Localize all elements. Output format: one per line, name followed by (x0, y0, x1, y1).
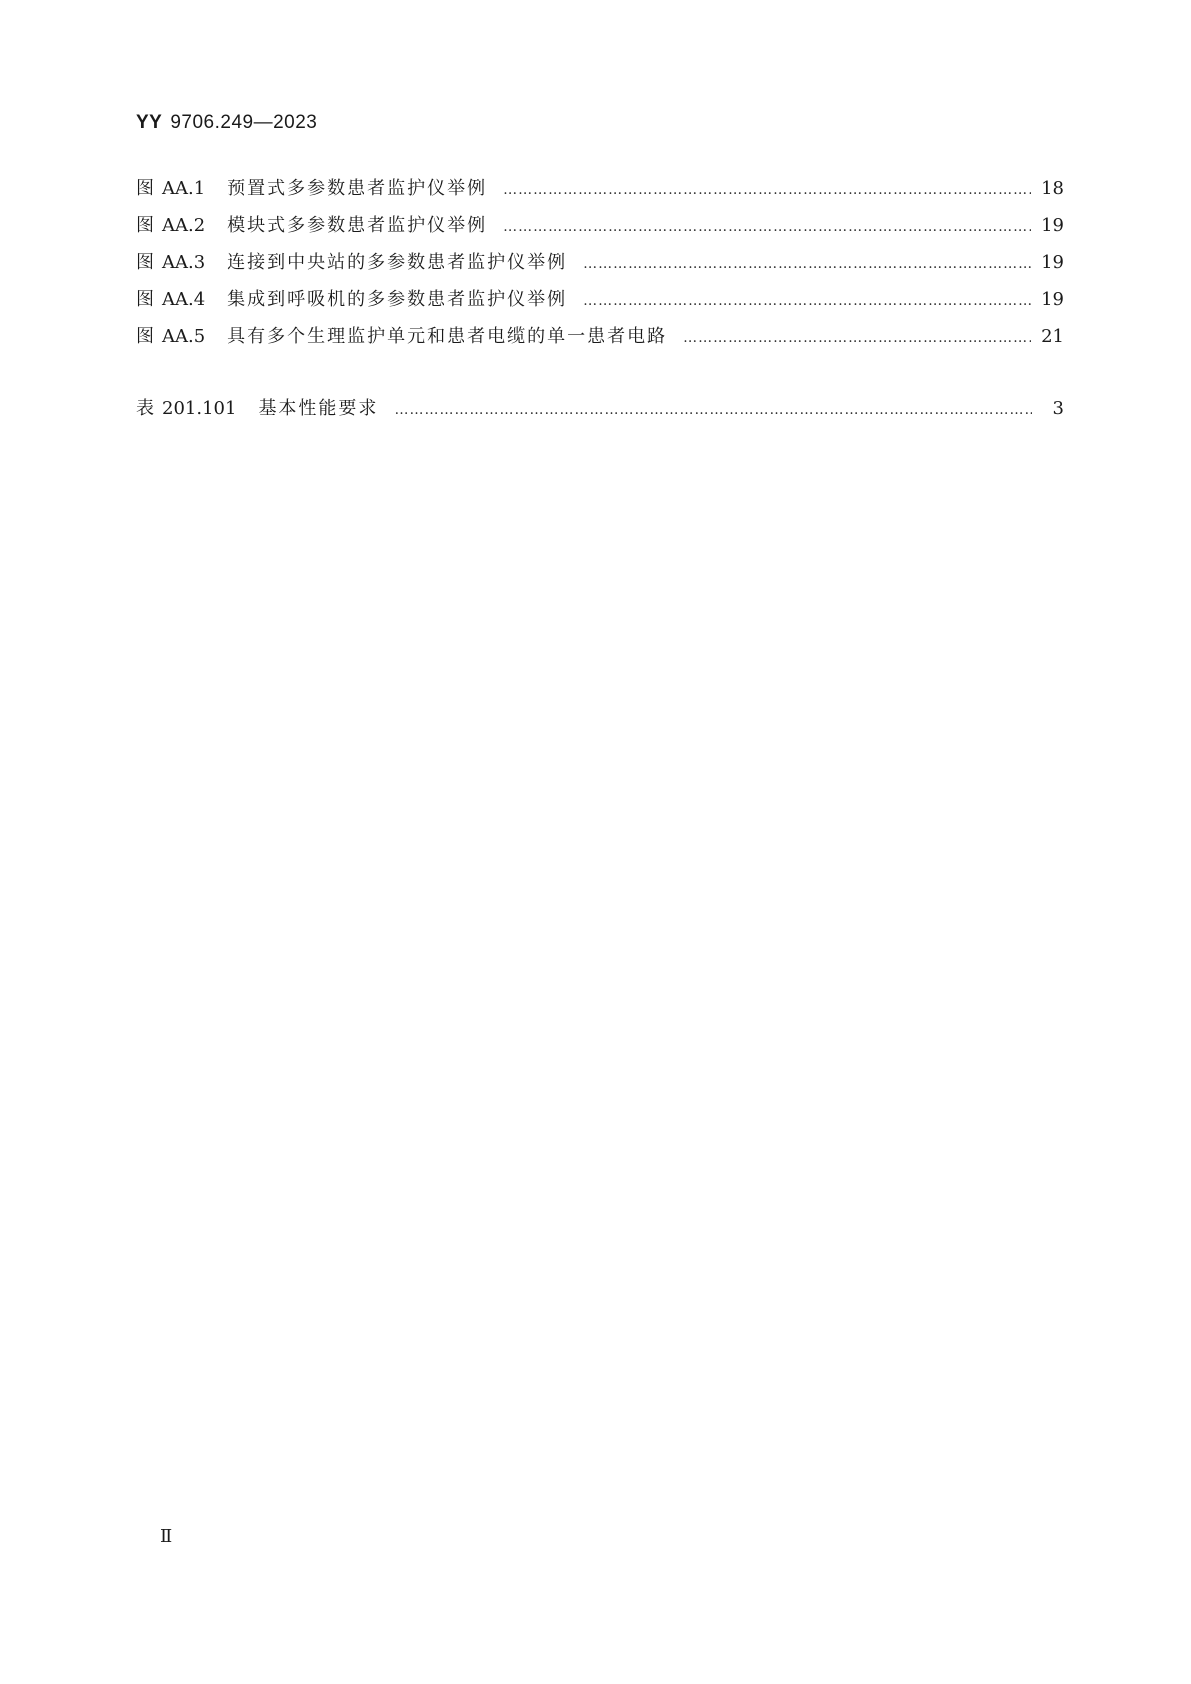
entry-page: 19 (1041, 215, 1064, 236)
entry-page: 19 (1041, 252, 1064, 273)
entry-number: AA.5 (162, 326, 206, 347)
entry-number: 201.101 (162, 398, 237, 419)
entry-page: 3 (1052, 398, 1064, 419)
toc-entry-figure[interactable] (136, 281, 1064, 318)
entry-number: AA.4 (162, 289, 206, 310)
dot-leader (683, 320, 1031, 357)
entry-number: AA.3 (162, 252, 206, 273)
entry-page: 21 (1041, 326, 1064, 347)
toc-entry-figure[interactable] (136, 170, 1064, 207)
standard-number: 9706.249—2023 (170, 112, 318, 133)
entry-title: 连接到中央站的多参数患者监护仪举例 (227, 252, 568, 273)
toc-entry-figure[interactable] (136, 318, 1064, 355)
entry-prefix: 图 (136, 178, 154, 199)
entry-prefix: 表 (136, 398, 154, 419)
entry-title: 具有多个生理监护单元和患者电缆的单一患者电路 (227, 326, 668, 347)
toc-entry-figure[interactable] (136, 207, 1064, 244)
entry-number: AA.2 (162, 215, 206, 236)
entry-prefix: 图 (136, 215, 154, 236)
entry-title: 集成到呼吸机的多参数患者监护仪举例 (227, 289, 568, 310)
entry-prefix: 图 (136, 289, 154, 310)
entry-title: 模块式多参数患者监护仪举例 (227, 215, 488, 236)
document-header (136, 112, 317, 134)
page-number: Ⅱ (160, 1526, 173, 1547)
figure-list (136, 170, 1064, 355)
toc-entry-table[interactable] (136, 390, 1064, 427)
entry-page: 19 (1041, 289, 1064, 310)
standard-code: YY (136, 112, 163, 133)
entry-title: 基本性能要求 (258, 398, 379, 419)
entry-prefix: 图 (136, 252, 154, 273)
entry-title: 预置式多参数患者监护仪举例 (227, 178, 488, 199)
entry-page: 18 (1041, 178, 1064, 199)
dot-leader (583, 246, 1031, 283)
dot-leader (503, 209, 1031, 246)
toc-entry-figure[interactable] (136, 244, 1064, 281)
table-list (136, 390, 1064, 427)
dot-leader (394, 392, 1032, 429)
entry-number: AA.1 (162, 178, 206, 199)
entry-prefix: 图 (136, 326, 154, 347)
dot-leader (503, 172, 1031, 209)
dot-leader (583, 283, 1031, 320)
